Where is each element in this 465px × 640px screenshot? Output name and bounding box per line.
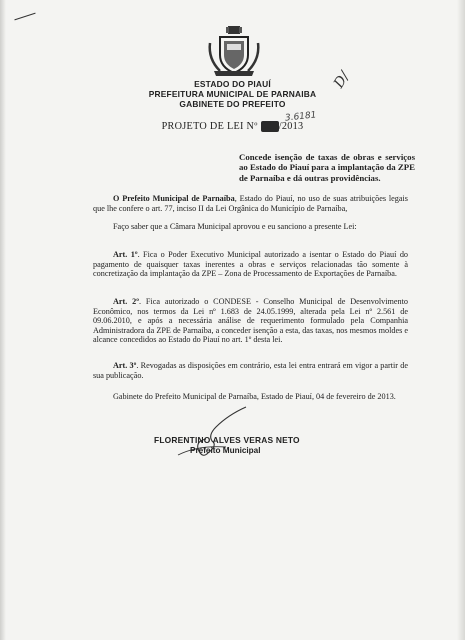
- letterhead: [0, 79, 465, 109]
- pen-mark: [14, 13, 35, 21]
- article-text: . Fica o Poder Executivo Municipal autorizado a isentar o Estado do Piauí do pagamento de quaisquer taxas inerentes a obras e serviços relacionadas tão somente à concretização da implantação da ZPE – Zona de Processamento de Exportações de Parnaíba.: [93, 250, 409, 279]
- letterhead-prefeitura: PREFEITURA MUNICIPAL DE PARNAIBA: [148, 89, 317, 99]
- article-3: [93, 361, 408, 380]
- closing-paragraph: [93, 392, 408, 402]
- title-redacted-number: 000: [261, 121, 278, 132]
- article-text: . Revogadas as disposições em contrário, esta lei entra entrará em vigor a partir de sua publicação.: [93, 361, 408, 380]
- article-label: Art. 1º: [113, 250, 138, 259]
- article-label: Art. 3º: [113, 361, 137, 370]
- preamble-bold: O Prefeito Municipal de Parnaíba: [113, 194, 235, 203]
- article-text: . Fica autorizado o CONDESE - Conselho Municipal de Desenvolvimento Econômico, nos termos da Lei nº 1.683 de 24.05.1999, alterada pela Lei nº 2.561 de 09.06.2010, e após a necessária análise de requerimento formulado pela Companhia Administradora da ZPE de Parnaíba, a conceder isenção a esta, das taxas, nos mesmos moldes e alcance concedidos ao Estado do Piauí no art. 1º desta lei.: [93, 297, 409, 345]
- title-prefix: PROJETO DE LEI Nº: [161, 121, 258, 132]
- coat-of-arms-icon: [206, 25, 262, 77]
- ementa: Concede isenção de taxas de obras e serviços ao Estado do Piauí para a implantação da ZPE de Parnaíba e dá outras providências.: [239, 152, 415, 183]
- article-1: [93, 250, 408, 279]
- handwritten-number: 3.6181: [284, 110, 317, 124]
- letterhead-gabinete: GABINETE DO PREFEITO: [179, 99, 286, 109]
- handwritten-mark: D/: [330, 68, 353, 92]
- signer-name: FLORENTINO ALVES VERAS NETO: [154, 435, 300, 445]
- preamble-paragraph: [93, 194, 408, 213]
- enactment-text: Faço saber que a Câmara Municipal aprovou e eu sanciono a presente Lei:: [113, 222, 357, 231]
- signer-role: Prefeito Municipal: [190, 446, 261, 455]
- enactment-paragraph: [93, 222, 408, 232]
- title-suffix: /2013: [278, 121, 304, 132]
- preamble-text: , Estado do Piauí, no uso de suas atribuições legais que lhe confere o art. 77, inciso II da Lei Orgânica do Município de Parnaíba,: [93, 194, 408, 213]
- closing-text: Gabinete do Prefeito Municipal de Parnaíba, Estado de Piauí, 04 de fevereiro de 2013.: [113, 392, 396, 401]
- document-title: [0, 121, 465, 132]
- letterhead-state: ESTADO DO PIAUÍ: [194, 79, 271, 89]
- article-2: [93, 297, 408, 345]
- article-label: Art. 2º: [113, 297, 139, 306]
